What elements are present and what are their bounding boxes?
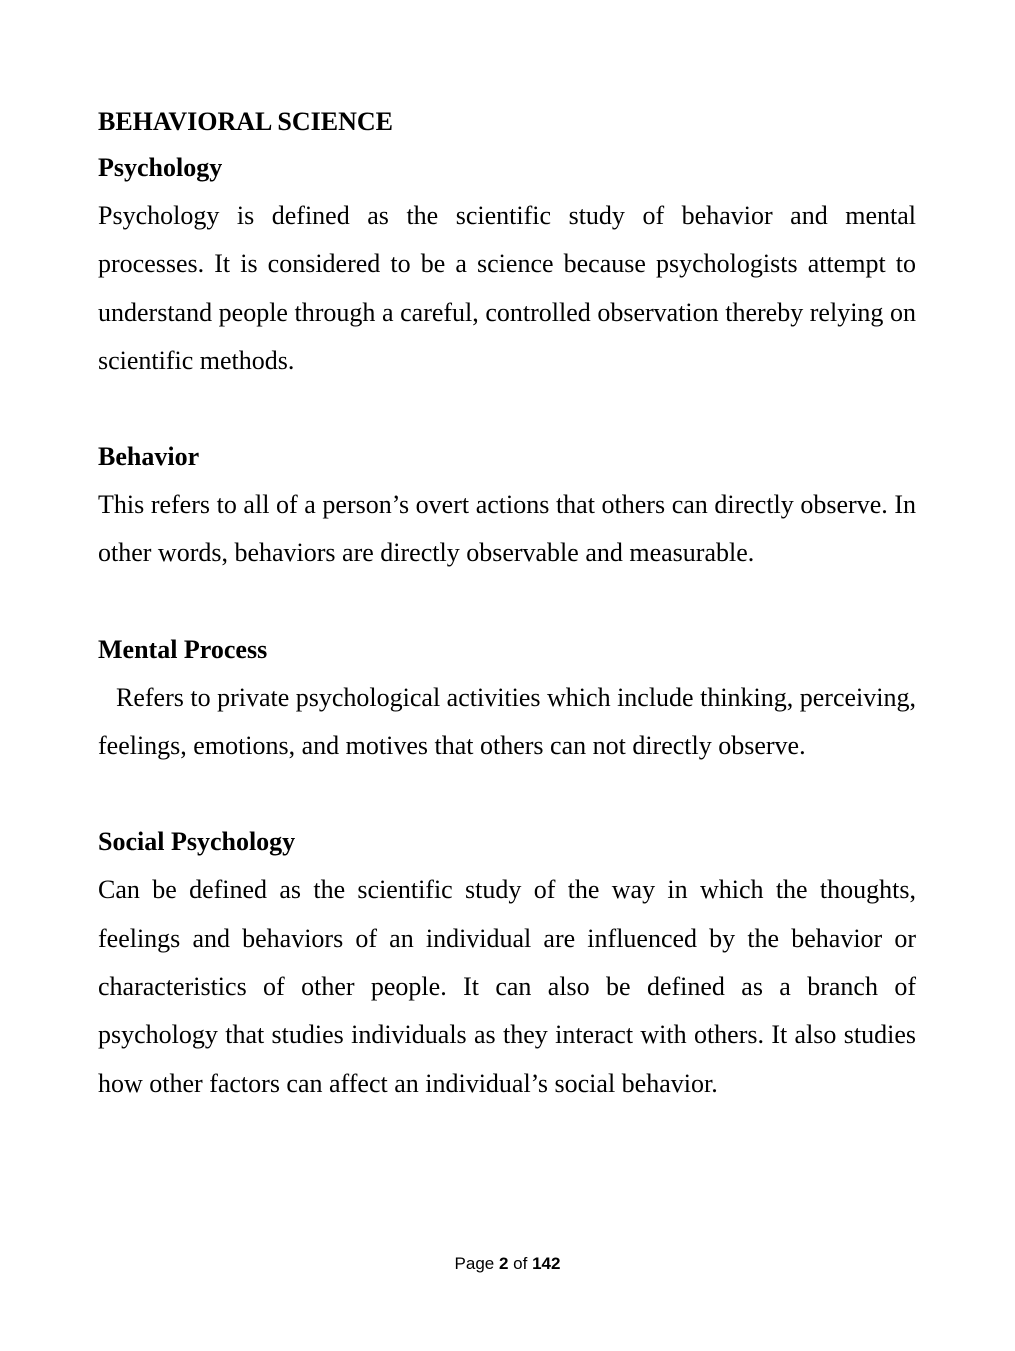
section-body-behavior: This refers to all of a person’s overt actions that others can directly observe. In other words, behaviors are directly observable and measurable. <box>98 490 916 568</box>
section-heading-mental-process: Mental Process <box>98 634 268 664</box>
section-heading-social-psychology: Social Psychology <box>98 827 296 857</box>
paragraph-spacer <box>98 578 916 626</box>
total-page-count: 142 <box>532 1254 561 1273</box>
paragraph-spacer <box>98 770 916 818</box>
section-body-psychology: Psychology is defined as the scientific study of behavior and mental processes. It is considered to be a science because psychologists attempt to understand people through a careful, controlled observation thereby relying on scientific methods. <box>98 201 916 375</box>
of-label: of <box>513 1254 528 1273</box>
section-heading-psychology: Psychology <box>98 153 223 182</box>
document-page <box>98 100 916 1108</box>
page-footer <box>0 1254 1015 1274</box>
current-page-number: 2 <box>498 1254 509 1273</box>
section-body-social-psychology: Can be defined as the scientific study of the way in which the thoughts, feelings and behaviors of an individual are influenced by the behavior or characteristics of other people. It can also be defined as a branch of psychology that studies individuals as they interact with others. It also studies how other factors can affect an individual’s social behavior. <box>98 875 916 1098</box>
page-label: Page <box>454 1254 495 1273</box>
section-body-mental-process: Refers to private psychological activities which include thinking, perceiving, feelings, emotions, and motives that others can not directly observe. <box>98 682 916 761</box>
paragraph-spacer <box>98 385 916 433</box>
section-heading-behavior: Behavior <box>98 442 200 472</box>
document-title: BEHAVIORAL SCIENCE <box>98 107 394 136</box>
